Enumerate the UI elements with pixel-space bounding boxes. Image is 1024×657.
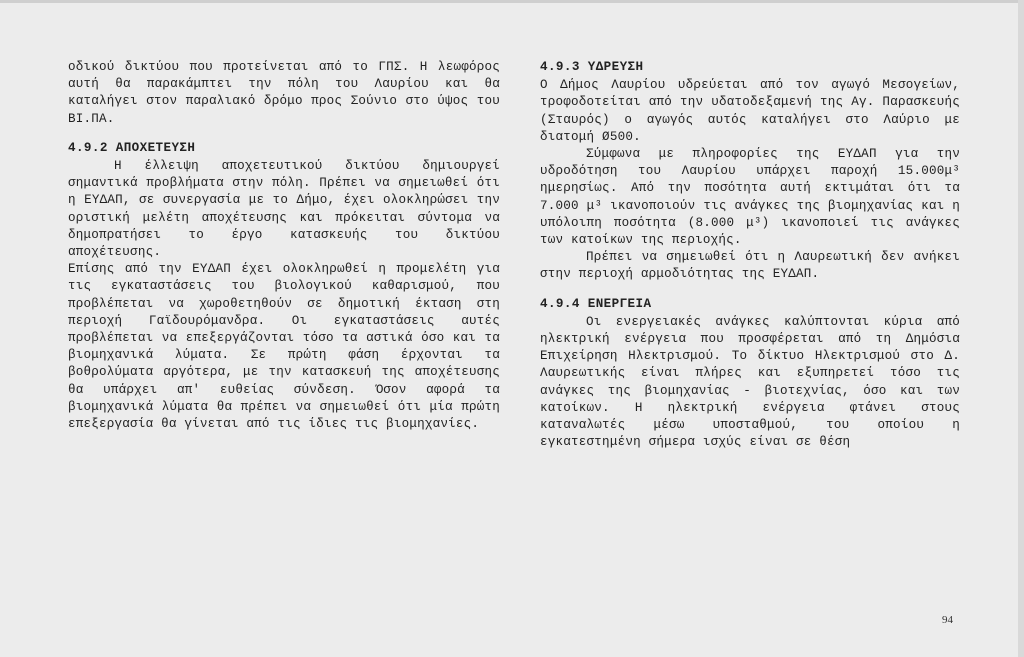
water-supply-paragraph-2: Σύμφωνα με πληροφορίες της ΕΥΔΑΠ για την υδροδότηση του Λαυρίου υπάρχει παροχή 15.000μ³ ημερησίως. Από την ποσότητα αυτή εκτιμάται ότι τα 7.000 μ³ ικανοποιούν τις ανάγκες της βιομηχανίας και η υπόλοιπη ποσότητα (8.000 μ³) ικανοποιεί τις ανάγκες των κατοίκων της περιοχής. (540, 147, 960, 248)
sewerage-paragraph-1: Η έλλειψη αποχετευτικού δικτύου δημιουργεί σημαντικά προβλήματα στην πόλη. Πρέπει να σημειωθεί ότι η ΕΥΔΑΠ, σε συνεργασία με το Δήμο, έχει ολοκληρώσει την οριστική μελέτη αποχέτευσης και πρόκειται σύντομα να δημοπρατήσει το έργο κατασκευής του δικτύου αποχέτευσης. (68, 159, 500, 260)
water-supply-paragraph-3: Πρέπει να σημειωθεί ότι η Λαυρεωτική δεν ανήκει στην περιοχή αρμοδιότητας της ΕΥΔΑΠ. (540, 250, 960, 282)
right-column (540, 59, 960, 451)
page-number: 94 (942, 614, 953, 626)
water-supply-paragraph-1: Ο Δήμος Λαυρίου υδρεύεται από τον αγωγό Μεσογείων, τροφοδοτείται από την υδατοδεξαμενή της Αγ. Παρασκευής (Σταυρός) ο αγωγός αυτός καταλήγει στο Λαύριο με διατομή Ø500. (540, 78, 960, 144)
left-paragraph-continued: οδικού δικτύου που προτείνεται από το ΓΠΣ. Η λεωφόρος αυτή θα παρακάμπτει την πόλη του Λαυρίου και θα καταλήγει στον παραλιακό δρόμο προς Σούνιο στο ύψος του ΒΙ.ΠΑ. (68, 60, 500, 126)
left-column (68, 59, 500, 433)
section-heading-water-supply: 4.9.3 ΥΔΡΕΥΣΗ (540, 60, 644, 74)
page-top-edge (0, 0, 1024, 3)
section-heading-sewerage: 4.9.2 ΑΠΟΧΕΤΕΥΣΗ (68, 140, 196, 155)
page-right-edge (1018, 0, 1024, 657)
sewerage-paragraph-2: Επίσης από την ΕΥΔΑΠ έχει ολοκληρωθεί η προμελέτη για τις εγκαταστάσεις του βιολογικού καθαρισμού, που προβλέπεται να χωροθετηθούν σε δημοτική έκταση στη περιοχή Γαϊδουρόμανδρα. Οι εγκαταστάσεις αυτές προβλέπεται να επεξεργάζονται τόσο τα αστικά όσο και τα βιομηχανικά λύματα. Σε πρώτη φάση έρχονται τα βοθρολύματα αργότερα, με την κατασκευή της αποχέτευσης θα υπάρχει απ' ευθείας σύνδεση. Όσον αφορά τα βιομηχανικά λύματα θα πρέπει να σημειωθεί ότι μία πρώτη επεξεργασία θα γίνεται από τις ίδιες τις βιομηχανίες. (68, 262, 500, 432)
energy-paragraph: Οι ενεργειακές ανάγκες καλύπτονται κύρια από ηλεκτρική ενέργεια που προσφέρεται από τη Δημόσια Επιχείρηση Ηλεκτρισμού. Το δίκτυο Ηλεκτρισμού στο Δ. Λαυρεωτικής είναι πλήρες και εξυπηρετεί τόσο τις ανάγκες της βιομηχανίας - βιοτεχνίας, όσο και των κατοίκων. Η ηλεκτρική ενέργεια φτάνει στους καταναλωτές μέσω υποσταθμού, του οποίου η εγκατεστημένη σήμερα ισχύς είναι σε θέση (540, 314, 960, 450)
section-heading-energy: 4.9.4 ΕΝΕΡΓΕΙΑ (540, 296, 652, 311)
